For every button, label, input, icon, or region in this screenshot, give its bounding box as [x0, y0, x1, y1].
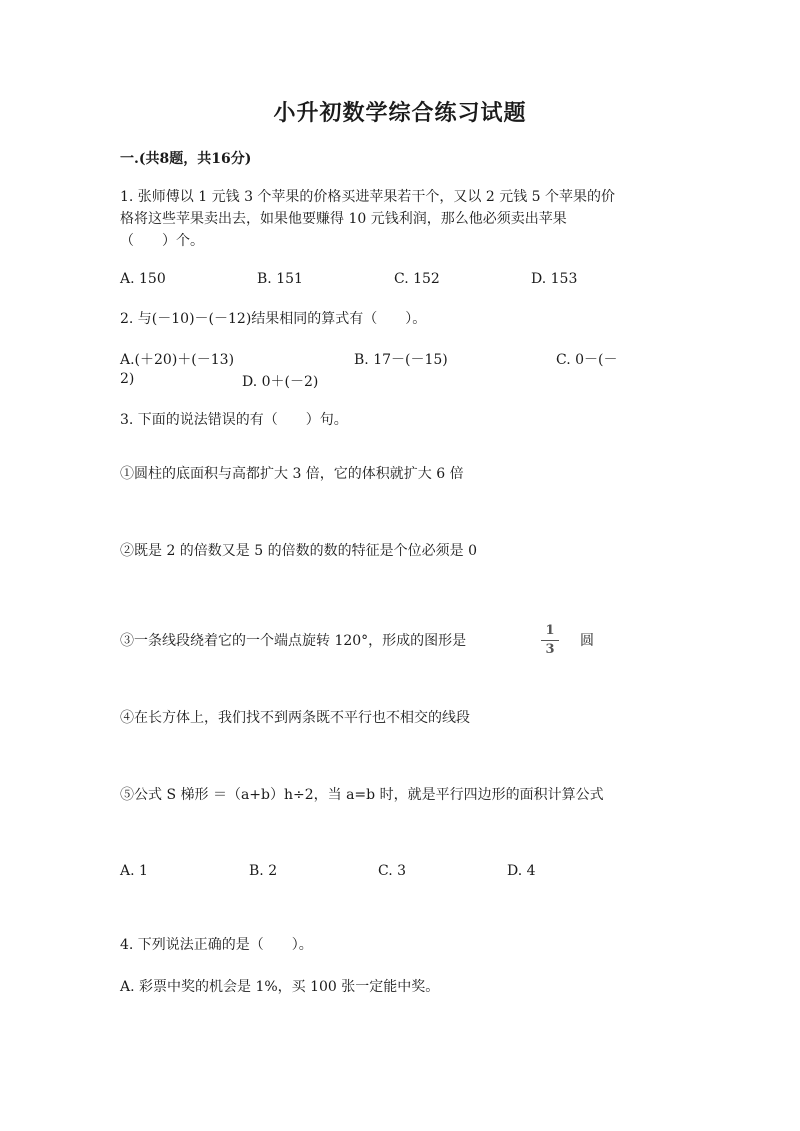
q3-option-d[interactable]: D. 4 [507, 863, 536, 879]
fraction-bar [541, 640, 559, 641]
q3-stem: 3. 下面的说法错误的有（ ）句。 [120, 412, 348, 428]
q2-option-a[interactable]: A.(＋20)＋(－13) [120, 352, 235, 368]
q1-stem-line2: 格将这些苹果卖出去，如果他要赚得 10 元钱利润，那么他必须卖出苹果 [120, 211, 567, 227]
q1-stem-line3: （ ）个。 [120, 233, 204, 249]
fraction-denominator: 3 [545, 642, 555, 657]
q3-statement-5: ⑤公式 S 梯形 ＝（a+b）h÷2，当 a=b 时，就是平行四边形的面积计算公式 [120, 787, 604, 803]
q1-option-b[interactable]: B. 151 [257, 271, 303, 287]
q3-statement-2: ②既是 2 的倍数又是 5 的倍数的数的特征是个位必须是 0 [120, 543, 477, 559]
q3-statement-3-end: 圆 [580, 633, 594, 649]
q3-statement-4: ④在长方体上，我们找不到两条既不平行也不相交的线段 [120, 710, 470, 726]
q3-option-c[interactable]: C. 3 [378, 863, 407, 879]
fraction-numerator: 1 [545, 623, 555, 638]
q2-option-c-continued: 2) [120, 371, 135, 387]
q4-stem: 4. 下列说法正确的是（ ）。 [120, 937, 313, 953]
q1-stem-line1: 1. 张师傅以 1 元钱 3 个苹果的价格买进苹果若干个，又以 2 元钱 5 个苹果的价 [120, 189, 616, 205]
q1-option-a[interactable]: A. 150 [120, 271, 166, 287]
q2-option-d[interactable]: D. 0＋(－2) [242, 374, 319, 390]
q2-option-b[interactable]: B. 17－(－15) [354, 352, 448, 368]
fraction-one-third [541, 624, 559, 657]
page-title: 小升初数学综合练习试题 [273, 100, 527, 126]
q1-option-d[interactable]: D. 153 [531, 271, 578, 287]
q4-option-a[interactable]: A. 彩票中奖的机会是 1%，买 100 张一定能中奖。 [120, 979, 440, 995]
q2-option-c[interactable]: C. 0－(－ [556, 352, 618, 368]
section-heading: 一.(共8题，共16分) [120, 151, 252, 167]
q3-option-b[interactable]: B. 2 [249, 863, 278, 879]
q3-statement-3: ③一条线段绕着它的一个端点旋转 120°，形成的图形是 [120, 633, 467, 649]
q2-stem: 2. 与(－10)－(－12)结果相同的算式有（ ）。 [120, 311, 427, 327]
q3-statement-1: ①圆柱的底面积与高都扩大 3 倍，它的体积就扩大 6 倍 [120, 466, 464, 482]
q3-option-a[interactable]: A. 1 [120, 863, 148, 879]
q1-option-c[interactable]: C. 152 [394, 271, 440, 287]
